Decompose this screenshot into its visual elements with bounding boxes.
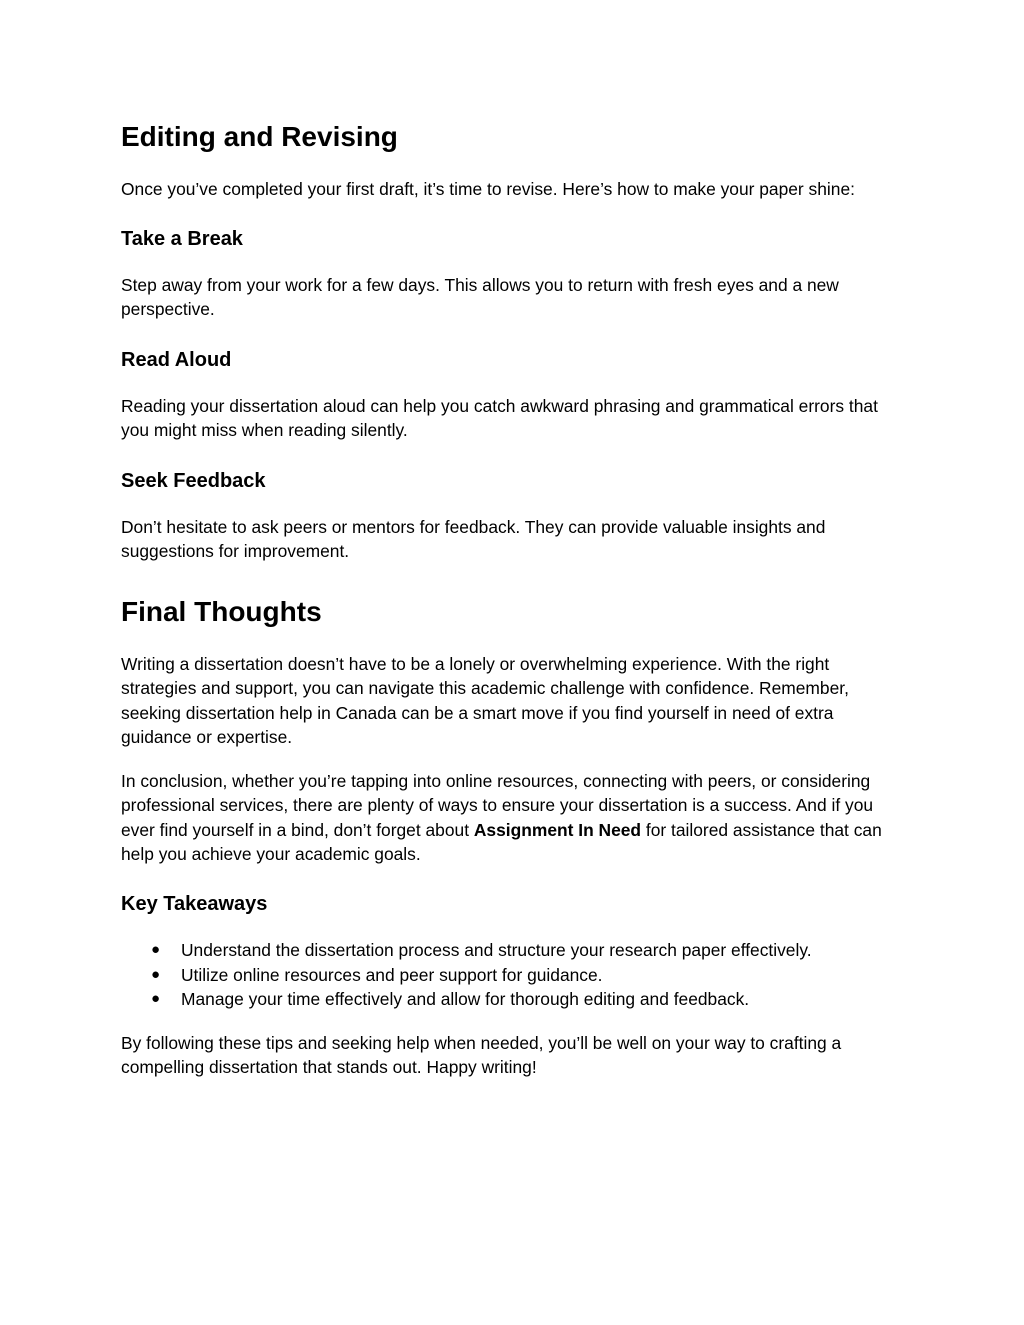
paragraph-final-thoughts-2 [121,769,901,866]
heading-editing-and-revising: Editing and Revising [121,121,398,152]
list-item-text: Manage your time effectively and allow for thorough editing and feedback. [181,989,750,1009]
bullet-icon: ● [151,990,161,1007]
bullet-icon: ● [151,965,161,983]
paragraph-final-thoughts-1: Writing a dissertation doesn’t have to be a lonely or overwhelming experience. With the right strategies and support, you can navigate this academic challenge with confidence. Remember, seeking dissertation help in Canada can be a smart move if you find yourself in need of extra guidance or expertise. [121,654,849,747]
paragraph-closing: By following these tips and seeking help when needed, you’ll be well on your way to crafting a compelling dissertation that stands out. Happy writing! [121,1033,842,1078]
list-item [121,987,911,1012]
list-item-text: Understand the dissertation process and structure your research paper effectively. [181,940,812,960]
heading-take-a-break: Take a Break [121,228,243,250]
paragraph-final-thoughts-2-end: for tailored assistance that can help you achieve your academic goals. [121,819,882,864]
heading-seek-feedback: Seek Feedback [121,470,266,492]
heading-final-thoughts: Final Thoughts [121,596,322,627]
list-item [121,938,911,963]
heading-key-takeaways: Key Takeaways [121,893,268,915]
paragraph-final-thoughts-2-start: In conclusion, whether you’re tapping into online resources, connecting with peers, or considering professional services, there are plenty of ways to ensure your dissertation is a success. And if you ever find yourself in a bind, don’t forget about [121,771,874,840]
bullet-icon: ● [151,941,161,958]
list-item [121,963,911,988]
paragraph-seek-feedback: Don’t hesitate to ask peers or mentors for feedback. They can provide valuable insights and suggestions for improvement. [121,517,826,562]
paragraph-read-aloud: Reading your dissertation aloud can help you catch awkward phrasing and grammatical errors that you might miss when reading silently. [121,396,878,441]
paragraph-editing-intro: Once you’ve completed your first draft, it’s time to revise. Here’s how to make your paper shine: [121,179,855,199]
paragraph-take-a-break: Step away from your work for a few days. This allows you to return with fresh eyes and a new perspective. [121,275,839,320]
heading-read-aloud: Read Aloud [121,349,232,371]
brand-name-assignment-in-need: Assignment In Need [473,819,642,840]
list-item-text: Utilize online resources and peer support for guidance. [181,964,603,985]
takeaways-list [121,938,911,1012]
